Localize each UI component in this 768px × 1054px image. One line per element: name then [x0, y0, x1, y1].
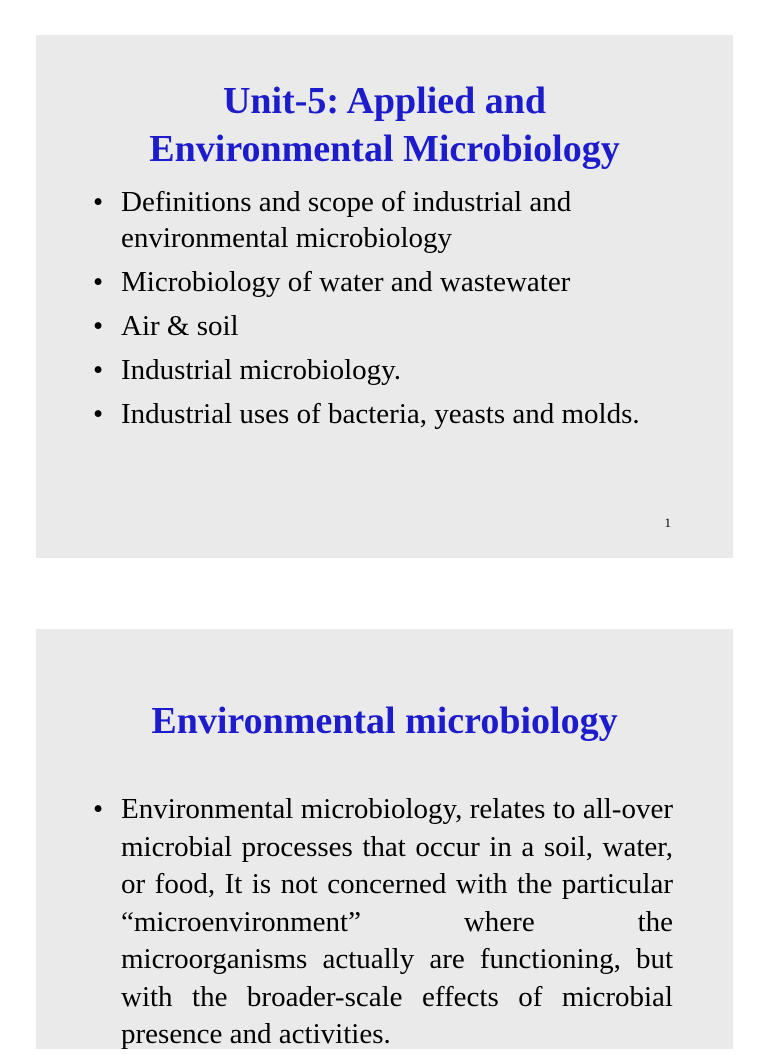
bullet-icon: •	[93, 186, 104, 218]
bullet-text: Definitions and scope of industrial and environmental microbiology	[121, 186, 572, 254]
slide-2-title: Environmental microbiology	[151, 700, 618, 742]
bullet-icon: •	[93, 793, 104, 825]
bullet-item	[36, 264, 733, 300]
slide-1-title-line1: Unit-5: Applied and	[222, 80, 547, 122]
bullet-text: Air & soil	[121, 310, 239, 342]
bullet-item	[36, 352, 733, 388]
bullet-icon: •	[93, 266, 104, 298]
slide-1-title-line2: Environmental Microbiology	[149, 128, 620, 170]
slide-2-bullet-list	[36, 791, 733, 1054]
bullet-text: Industrial uses of bacteria, yeasts and molds.	[121, 398, 640, 430]
bullet-item	[36, 396, 733, 432]
slide-page-number: 1	[664, 515, 671, 530]
bullet-text: Microbiology of water and wastewater	[121, 266, 571, 298]
bullet-text: Industrial microbiology.	[121, 354, 402, 386]
bullet-icon: •	[93, 354, 104, 386]
bullet-item	[36, 791, 733, 1054]
slide-1-title	[36, 35, 733, 173]
slide-1	[36, 35, 733, 558]
slide-1-bullet-list	[36, 184, 733, 432]
bullet-item	[36, 308, 733, 344]
bullet-icon: •	[93, 398, 104, 430]
bullet-item	[36, 184, 733, 256]
bullet-icon: •	[93, 310, 104, 342]
bullet-text: Environmental microbiology, relates to all-over microbial processes that occur in a soil, water, or food, It is not concerned with the particular “microenvironment” where the microorganisms actually are functioning, but with the broader-scale effects of microbial presence and activities.	[121, 793, 673, 1050]
slide-2	[36, 629, 733, 1049]
